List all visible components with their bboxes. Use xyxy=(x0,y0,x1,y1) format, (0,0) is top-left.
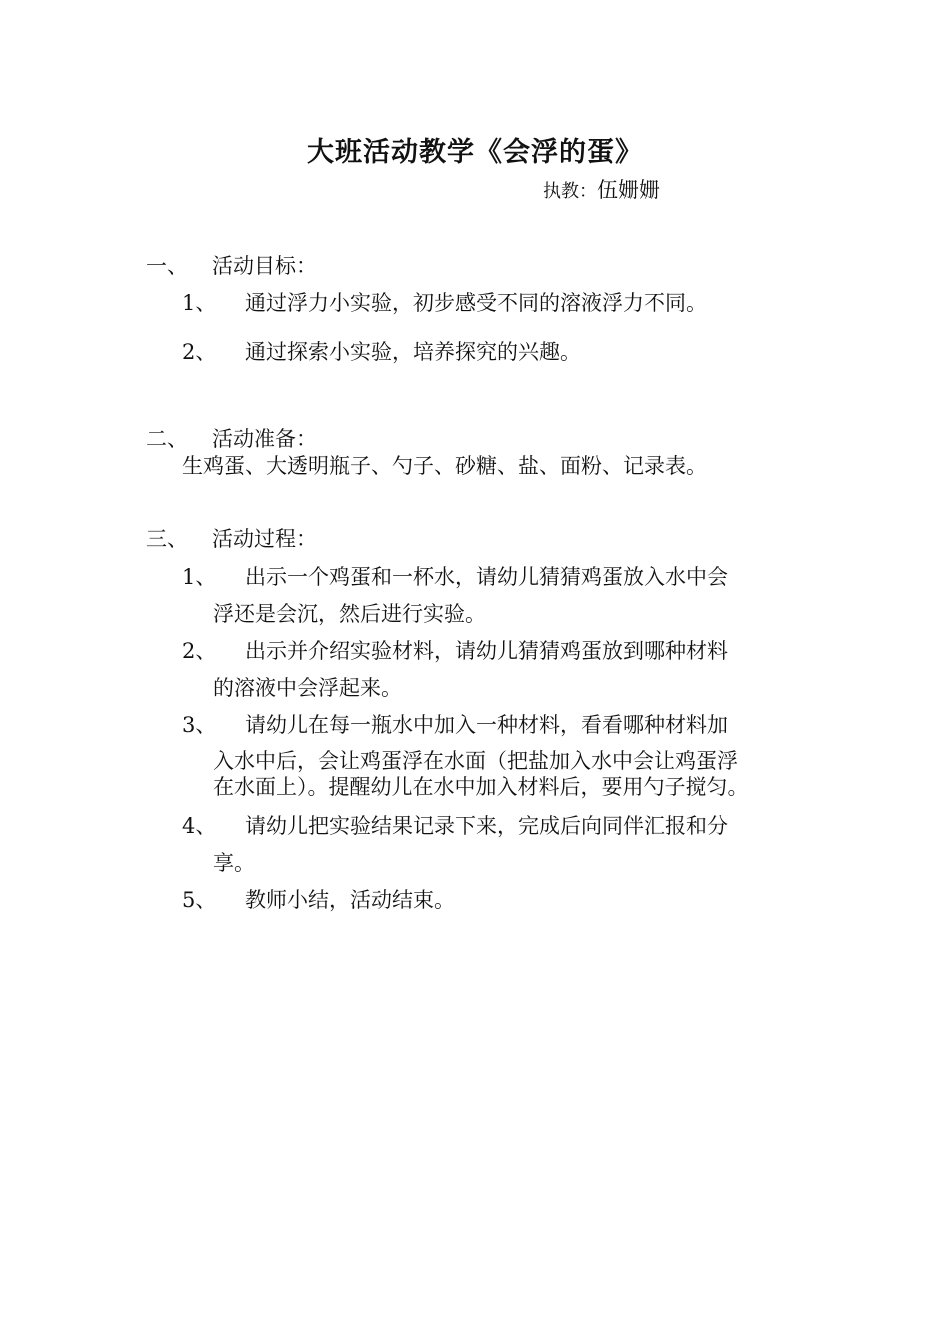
process-item-4-line-1: 请幼儿把实验结果记录下来，完成后向同伴汇报和分 xyxy=(245,814,728,838)
section-2-title: 活动准备： xyxy=(212,427,317,451)
objective-item-1-number: 1、 xyxy=(182,291,217,315)
objective-item-1 xyxy=(182,287,707,317)
process-item-3-line-3: 在水面上）。提醒幼儿在水中加入材料后，要用勺子搅匀。 xyxy=(213,775,749,799)
author-name: 伍姗姗 xyxy=(597,178,660,202)
section-1-heading xyxy=(146,250,317,280)
objective-item-2 xyxy=(182,336,581,366)
section-3-heading xyxy=(146,523,317,553)
process-item-2-line-2: 的溶液中会浮起来。 xyxy=(213,676,402,700)
process-item-1-number: 1、 xyxy=(182,565,217,589)
section-1-number: 一、 xyxy=(146,254,188,278)
section-1-title: 活动目标： xyxy=(212,254,317,278)
process-item-1 xyxy=(182,561,728,591)
objective-item-2-text: 通过探索小实验，培养探究的兴趣。 xyxy=(245,340,581,364)
process-item-3 xyxy=(182,709,728,739)
section-3-title: 活动过程： xyxy=(212,527,317,551)
section-2-heading xyxy=(146,423,317,453)
process-item-1-line-2: 浮还是会沉，然后进行实验。 xyxy=(213,602,486,626)
process-item-5 xyxy=(182,884,455,914)
process-item-1-line-1: 出示一个鸡蛋和一杯水，请幼儿猜猜鸡蛋放入水中会 xyxy=(245,565,728,589)
process-item-3-line-1: 请幼儿在每一瓶水中加入一种材料，看看哪种材料加 xyxy=(245,713,728,737)
section-3-number: 三、 xyxy=(146,527,188,551)
author-label: 执教： xyxy=(543,181,597,202)
document-title: 大班活动教学《会浮的蛋》 xyxy=(307,137,643,168)
author-line xyxy=(543,174,660,204)
process-item-2-line-1: 出示并介绍实验材料，请幼儿猜猜鸡蛋放到哪种材料 xyxy=(245,639,728,663)
process-item-3-line-2: 入水中后，会让鸡蛋浮在水面（把盐加入水中会让鸡蛋浮 xyxy=(213,749,738,773)
process-item-5-line-1: 教师小结，活动结束。 xyxy=(245,888,455,912)
process-item-4 xyxy=(182,810,728,840)
process-item-4-line-2: 享。 xyxy=(213,851,255,875)
objective-item-1-text: 通过浮力小实验，初步感受不同的溶液浮力不同。 xyxy=(245,291,707,315)
process-item-2-number: 2、 xyxy=(182,639,217,663)
section-2-number: 二、 xyxy=(146,427,188,451)
process-item-5-number: 5、 xyxy=(182,888,217,912)
process-item-4-number: 4、 xyxy=(182,814,217,838)
objective-item-2-number: 2、 xyxy=(182,340,217,364)
process-item-2 xyxy=(182,635,728,665)
materials-list: 生鸡蛋、大透明瓶子、勺子、砂糖、盐、面粉、记录表。 xyxy=(182,454,707,478)
process-item-3-number: 3、 xyxy=(182,713,217,737)
